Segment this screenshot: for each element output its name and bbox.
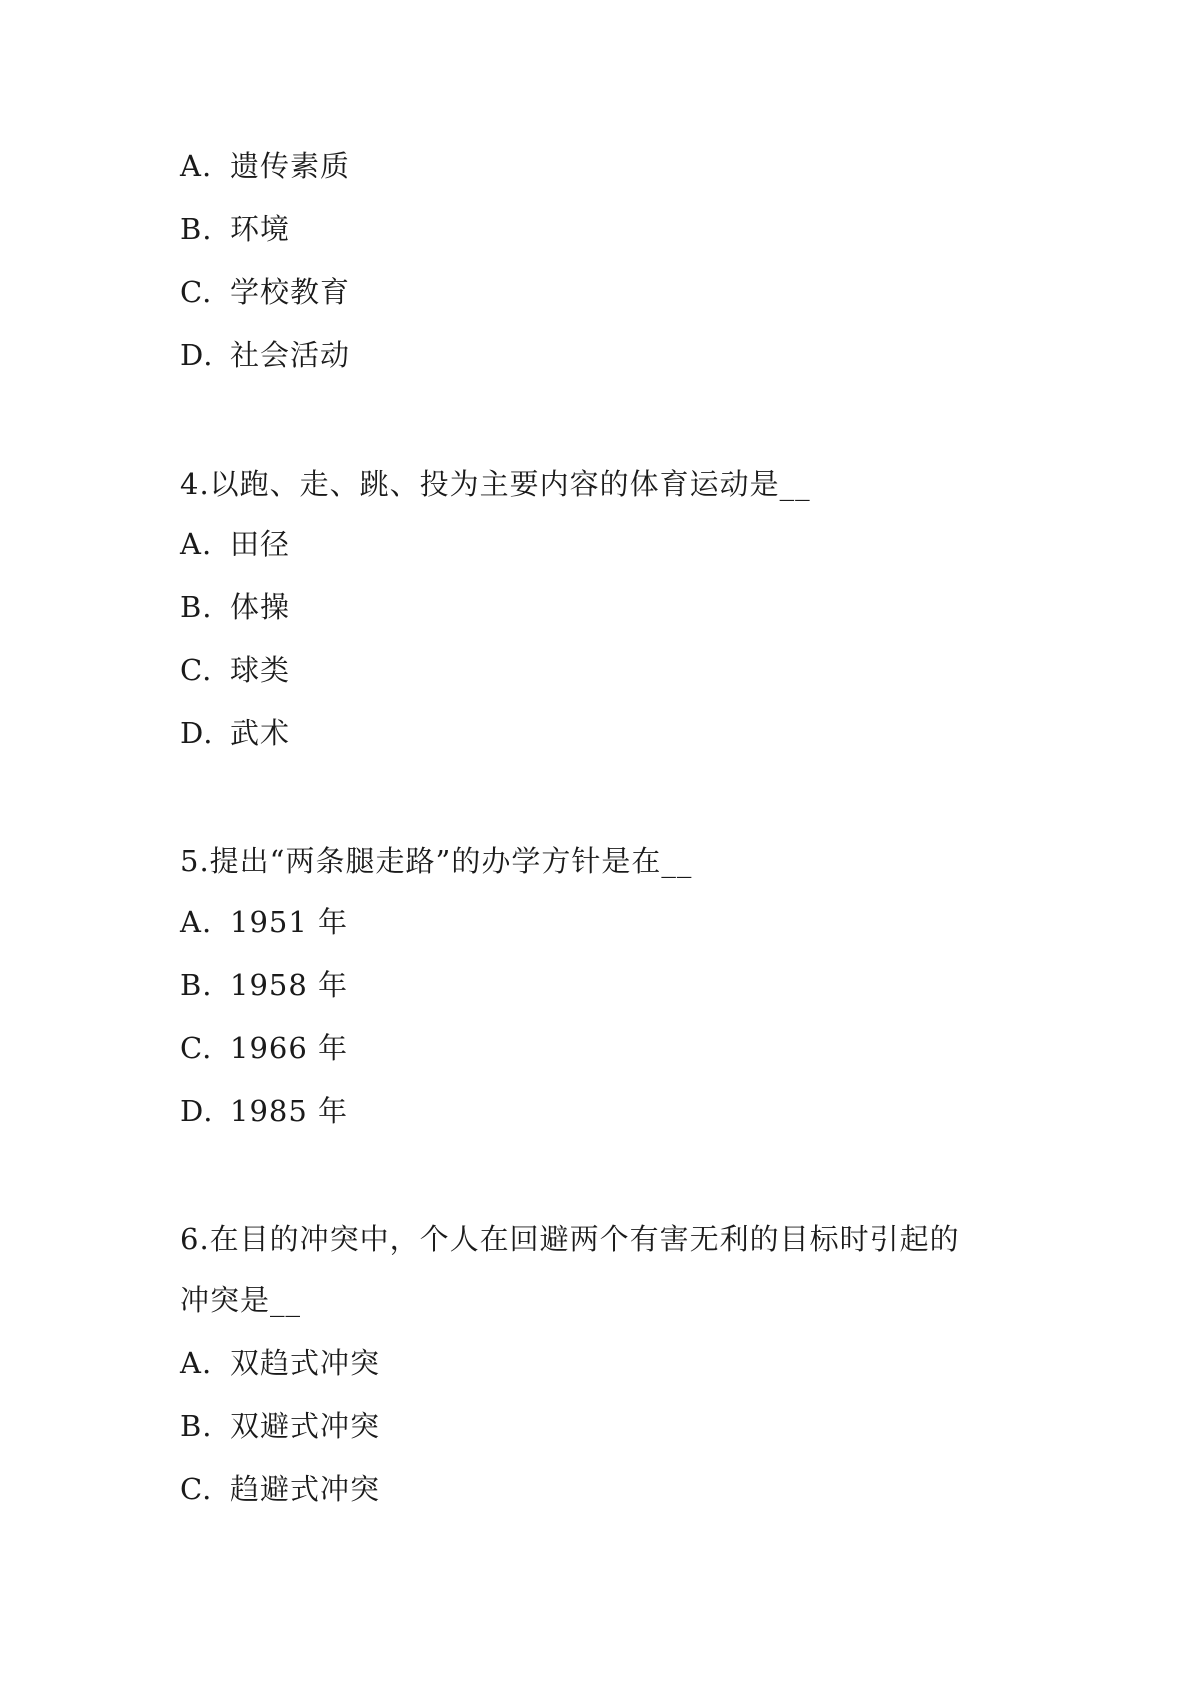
q6-option-a: [180, 1345, 380, 1381]
q5-option-d: [180, 1093, 348, 1129]
option-letter: B.: [180, 212, 213, 246]
option-letter: B.: [180, 590, 213, 624]
q4-option-d: [180, 715, 290, 751]
option-letter: B.: [180, 968, 213, 1002]
q4-stem: 4.以跑、走、跳、投为主要内容的体育运动是__: [180, 467, 811, 501]
option-letter: C.: [180, 275, 213, 309]
option-text: 环境: [230, 212, 291, 246]
q6-stem-line1: 6.在目的冲突中，个人在回避两个有害无利的目标时引起的: [180, 1222, 960, 1256]
q6-option-b: [180, 1408, 380, 1444]
option-letter: D.: [180, 338, 214, 372]
option-letter: D.: [180, 716, 214, 750]
option-letter: C.: [180, 1031, 213, 1065]
option-letter: A.: [180, 905, 213, 939]
q3-option-d: [180, 337, 350, 373]
q3-option-b: [180, 211, 290, 247]
q4-option-c: [180, 652, 290, 688]
q4-option-a: [180, 526, 290, 562]
option-text: 武术: [230, 716, 291, 750]
q3-option-c: [180, 274, 350, 310]
option-text: 1958 年: [230, 968, 349, 1002]
option-text: 1985 年: [230, 1094, 349, 1128]
q5-option-c: [180, 1030, 348, 1066]
option-text: 学校教育: [230, 275, 351, 309]
q4-option-b: [180, 589, 290, 625]
option-letter: A.: [180, 1346, 213, 1380]
option-text: 双趋式冲突: [230, 1346, 381, 1380]
option-letter: B.: [180, 1409, 213, 1443]
option-text: 田径: [230, 527, 291, 561]
option-text: 社会活动: [230, 338, 351, 372]
option-text: 趋避式冲突: [230, 1472, 381, 1506]
option-letter: C.: [180, 1472, 213, 1506]
q5-option-a: [180, 904, 348, 940]
option-text: 双避式冲突: [230, 1409, 381, 1443]
q5-stem: 5.提出“两条腿走路”的办学方针是在__: [180, 844, 693, 878]
q3-option-a: [180, 148, 350, 184]
option-text: 遗传素质: [230, 149, 351, 183]
option-letter: A.: [180, 149, 213, 183]
option-text: 体操: [230, 590, 291, 624]
option-text: 1951 年: [230, 905, 349, 939]
q6-option-c: [180, 1471, 380, 1507]
option-letter: C.: [180, 653, 213, 687]
option-text: 1966 年: [230, 1031, 349, 1065]
option-text: 球类: [230, 653, 291, 687]
q5-option-b: [180, 967, 348, 1003]
option-letter: D.: [180, 1094, 214, 1128]
q6-stem-line2: 冲突是__: [180, 1283, 302, 1317]
option-letter: A.: [180, 527, 213, 561]
